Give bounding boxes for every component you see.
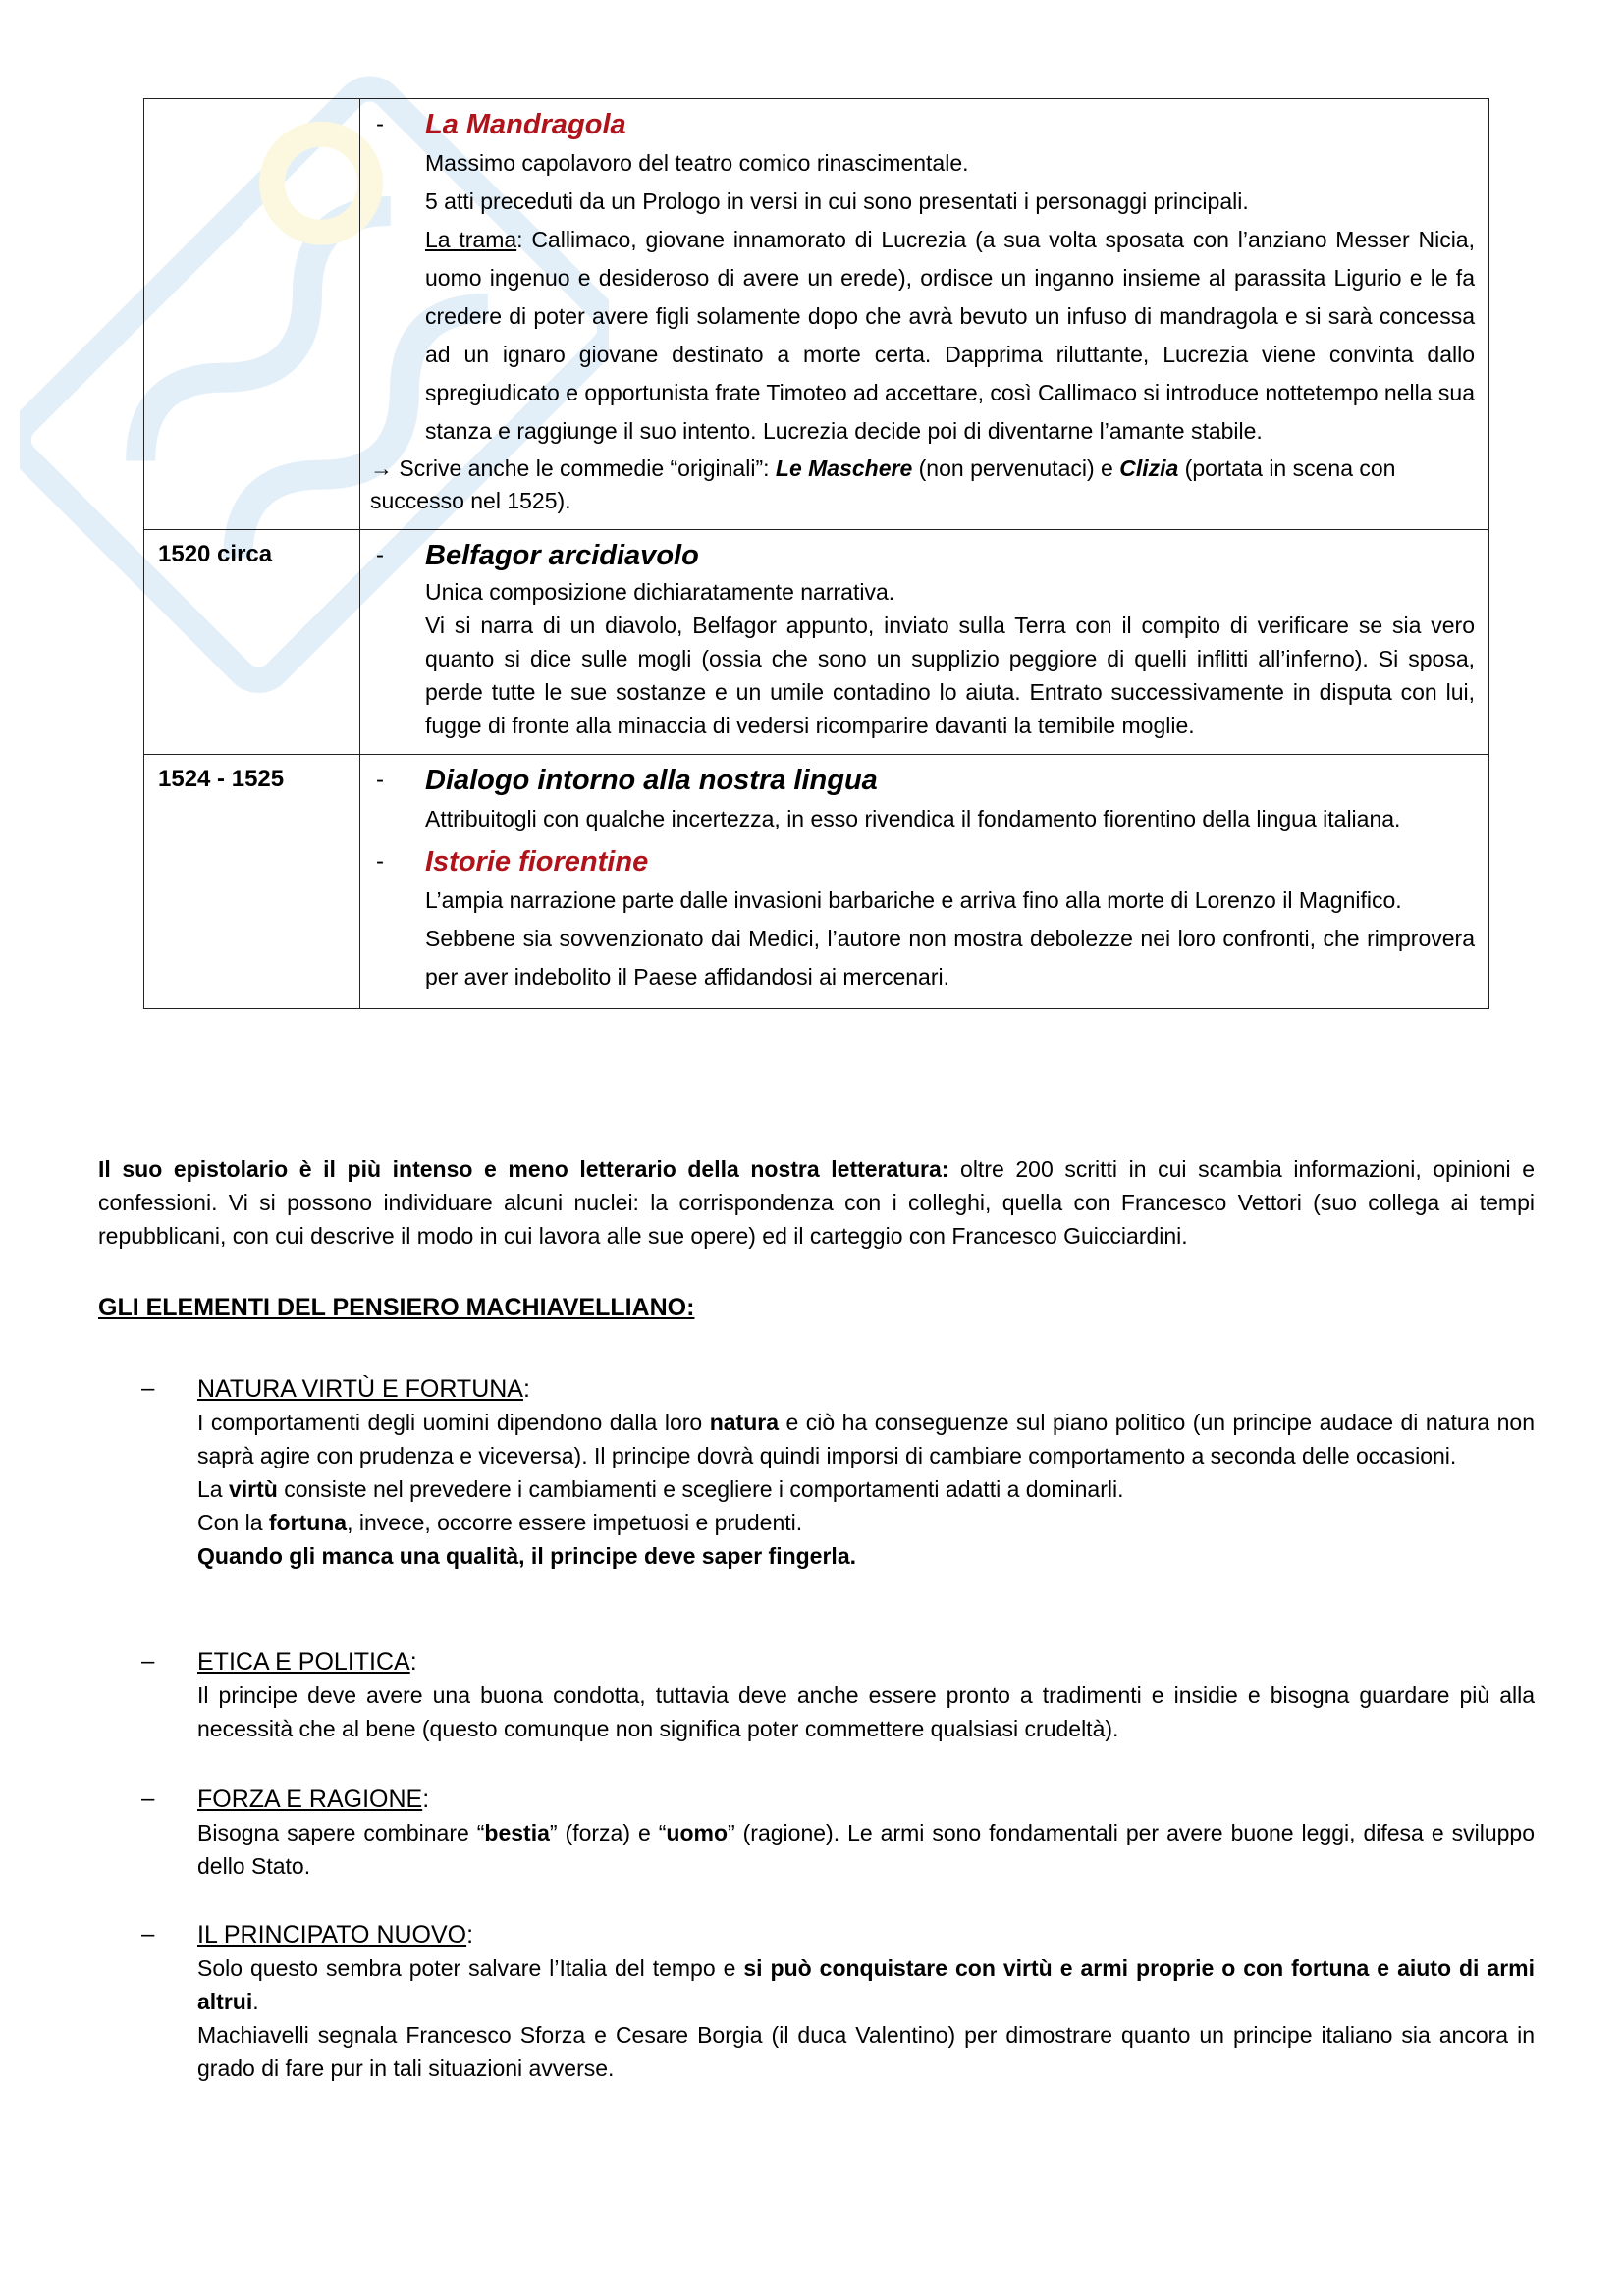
bullet-dash: –	[141, 1375, 155, 1402]
section-title: NATURA VIRTÙ E FORTUNA:	[197, 1375, 530, 1403]
year-cell: 1524 - 1525	[144, 755, 360, 1009]
work-title: La Mandragola	[425, 109, 626, 140]
work-entry	[370, 105, 1475, 144]
work-description: Attribuitogli con qualche incertezza, in esso rivendica il fondamento fiorentino della lingua italiana.	[425, 806, 1401, 831]
bullet-dash: –	[141, 1921, 155, 1948]
content-cell	[360, 755, 1489, 1009]
content-cell	[360, 99, 1489, 530]
work-title: Dialogo intorno alla nostra lingua	[425, 765, 878, 796]
comedies-note: → Scrive anche le commedie “originali”: Le Maschere (non pervenutaci) e Clizia (portata in scena con successo nel 1525).	[370, 455, 1396, 513]
table-row	[144, 530, 1489, 755]
section-paragraph: Solo questo sembra poter salvare l’Italia del tempo e si può conquistare con virtù e armi proprie o con fortuna e aiuto di armi altrui.	[197, 1955, 1535, 2014]
work-description: L’ampia narrazione parte dalle invasioni barbariche e arriva fino alla morte di Lorenzo il Magnifico.	[425, 887, 1402, 913]
section-title: ETICA E POLITICA:	[197, 1648, 417, 1676]
work-plot	[425, 221, 1475, 451]
section-paragraph: La virtù consiste nel prevedere i cambiamenti e scegliere i comportamenti adatti a dominarli.	[197, 1476, 1124, 1502]
work-entry	[370, 536, 1475, 575]
bullet-dash: –	[141, 1786, 155, 1812]
work-description: 5 atti preceduti da un Prologo in versi in cui sono presentati i personaggi principali.	[425, 188, 1249, 214]
plot-text: : Callimaco, giovane innamorato di Lucrezia (a sua volta sposata con l’anziano Messer Nicia, uomo ingenuo e desideroso di avere un erede), ordisce un inganno insieme al parassita Ligurio e le fa credere di poter avere figli solamente dopo che avrà bevuto un infuso di mandragola e si sarà concessa ad un ignaro giovane destinato a morte certa. Dapprima riluttante, Lucrezia viene convinta dallo spregiudicato e opportunista frate Timoteo ad accettare, così Callimaco si introduce nottetempo nella sua stanza e raggiunge il suo intento. Lucrezia decide poi di diventarne l’amante stabile.	[425, 227, 1475, 444]
work-description: Massimo capolavoro del teatro comico rinascimentale.	[425, 150, 969, 176]
section-paragraph: Il principe deve avere una buona condotta, tuttavia deve anche essere pronto a tradimenti e insidie e bisogna guardare più alla necessità che al bene (questo comunque non significa poter commettere qualsiasi crudeltà).	[197, 1682, 1535, 1741]
work-entry	[370, 842, 1475, 881]
table-row	[144, 755, 1489, 1009]
concept-section	[98, 1645, 1535, 1745]
work-title: Belfagor arcidiavolo	[425, 540, 699, 571]
section-heading: GLI ELEMENTI DEL PENSIERO MACHIAVELLIANO:	[98, 1294, 695, 1321]
section-paragraph: Machiavelli segnala Francesco Sforza e Cesare Borgia (il duca Valentino) per dimostrare quanto un principe italiano sia ancora in grado di fare pur in tali situazioni avverse.	[197, 2022, 1535, 2081]
section-paragraph: Con la fortuna, invece, occorre essere impetuosi e prudenti.	[197, 1510, 803, 1535]
year-cell: 1520 circa	[144, 530, 360, 755]
section-paragraph: Quando gli manca una qualità, il principe deve saper fingerla.	[197, 1543, 856, 1569]
year-cell	[144, 99, 360, 530]
section-title: IL PRINCIPATO NUOVO:	[197, 1921, 474, 1949]
concept-section	[98, 1783, 1535, 1883]
section-paragraph: I comportamenti degli uomini dipendono dalla loro natura e ciò ha conseguenze sul piano politico (un principe audace di natura non saprà agire con prudenza e viceversa). Il principe dovrà quindi imporsi di cambiare comportamento a seconda delle occasioni.	[197, 1410, 1535, 1468]
concept-section	[98, 1918, 1535, 2085]
section-title: FORZA E RAGIONE:	[197, 1786, 430, 1813]
work-title: Istorie fiorentine	[425, 846, 649, 878]
work-description: Sebbene sia sovvenzionato dai Medici, l’autore non mostra debolezze nei loro confronti, che rimprovera per aver indebolito il Paese affidandosi ai mercenari.	[425, 926, 1475, 989]
bullet-dash: –	[141, 1648, 155, 1675]
work-description: Vi si narra di un diavolo, Belfagor appunto, inviato sulla Terra con il compito di verificare se sia vero quanto si dice sulle mogli (ossia che sono un supplizio peggiore di quelli inflitti all’inferno). Si sposa, perde tutte le sue sostanze e un umile contadino lo aiuta. Entrato successivamente in disputa con lui, fugge di fronte alla minaccia di vedersi ricomparire davanti la temibile moglie.	[425, 613, 1475, 738]
section-paragraph: Bisogna sapere combinare “bestia” (forza) e “uomo” (ragione). Le armi sono fondamentali per avere buone leggi, difesa e sviluppo dello Stato.	[197, 1820, 1535, 1879]
concept-section	[98, 1372, 1535, 1573]
bullet-dash: -	[376, 111, 384, 137]
content-cell	[360, 530, 1489, 755]
works-table	[143, 98, 1489, 1009]
table-row	[144, 99, 1489, 530]
epistolario-paragraph: Il suo epistolario è il più intenso e meno letterario della nostra letteratura: oltre 200 scritti in cui scambia informazioni, opinioni e confessioni. Vi si possono individuare alcuni nuclei: la corrispondenza con i colleghi, quella con Francesco Vettori (suo collega ai tempi repubblicani, con cui descrive il modo in cui lavora alle sue opere) ed il carteggio con Francesco Guicciardini.	[98, 1156, 1536, 1249]
bullet-dash: -	[376, 767, 384, 793]
bullet-dash: -	[376, 542, 384, 568]
plot-label: La trama	[425, 227, 517, 252]
work-entry	[370, 761, 1475, 800]
work-description: Unica composizione dichiaratamente narrativa.	[425, 579, 895, 605]
bullet-dash: -	[376, 848, 384, 875]
